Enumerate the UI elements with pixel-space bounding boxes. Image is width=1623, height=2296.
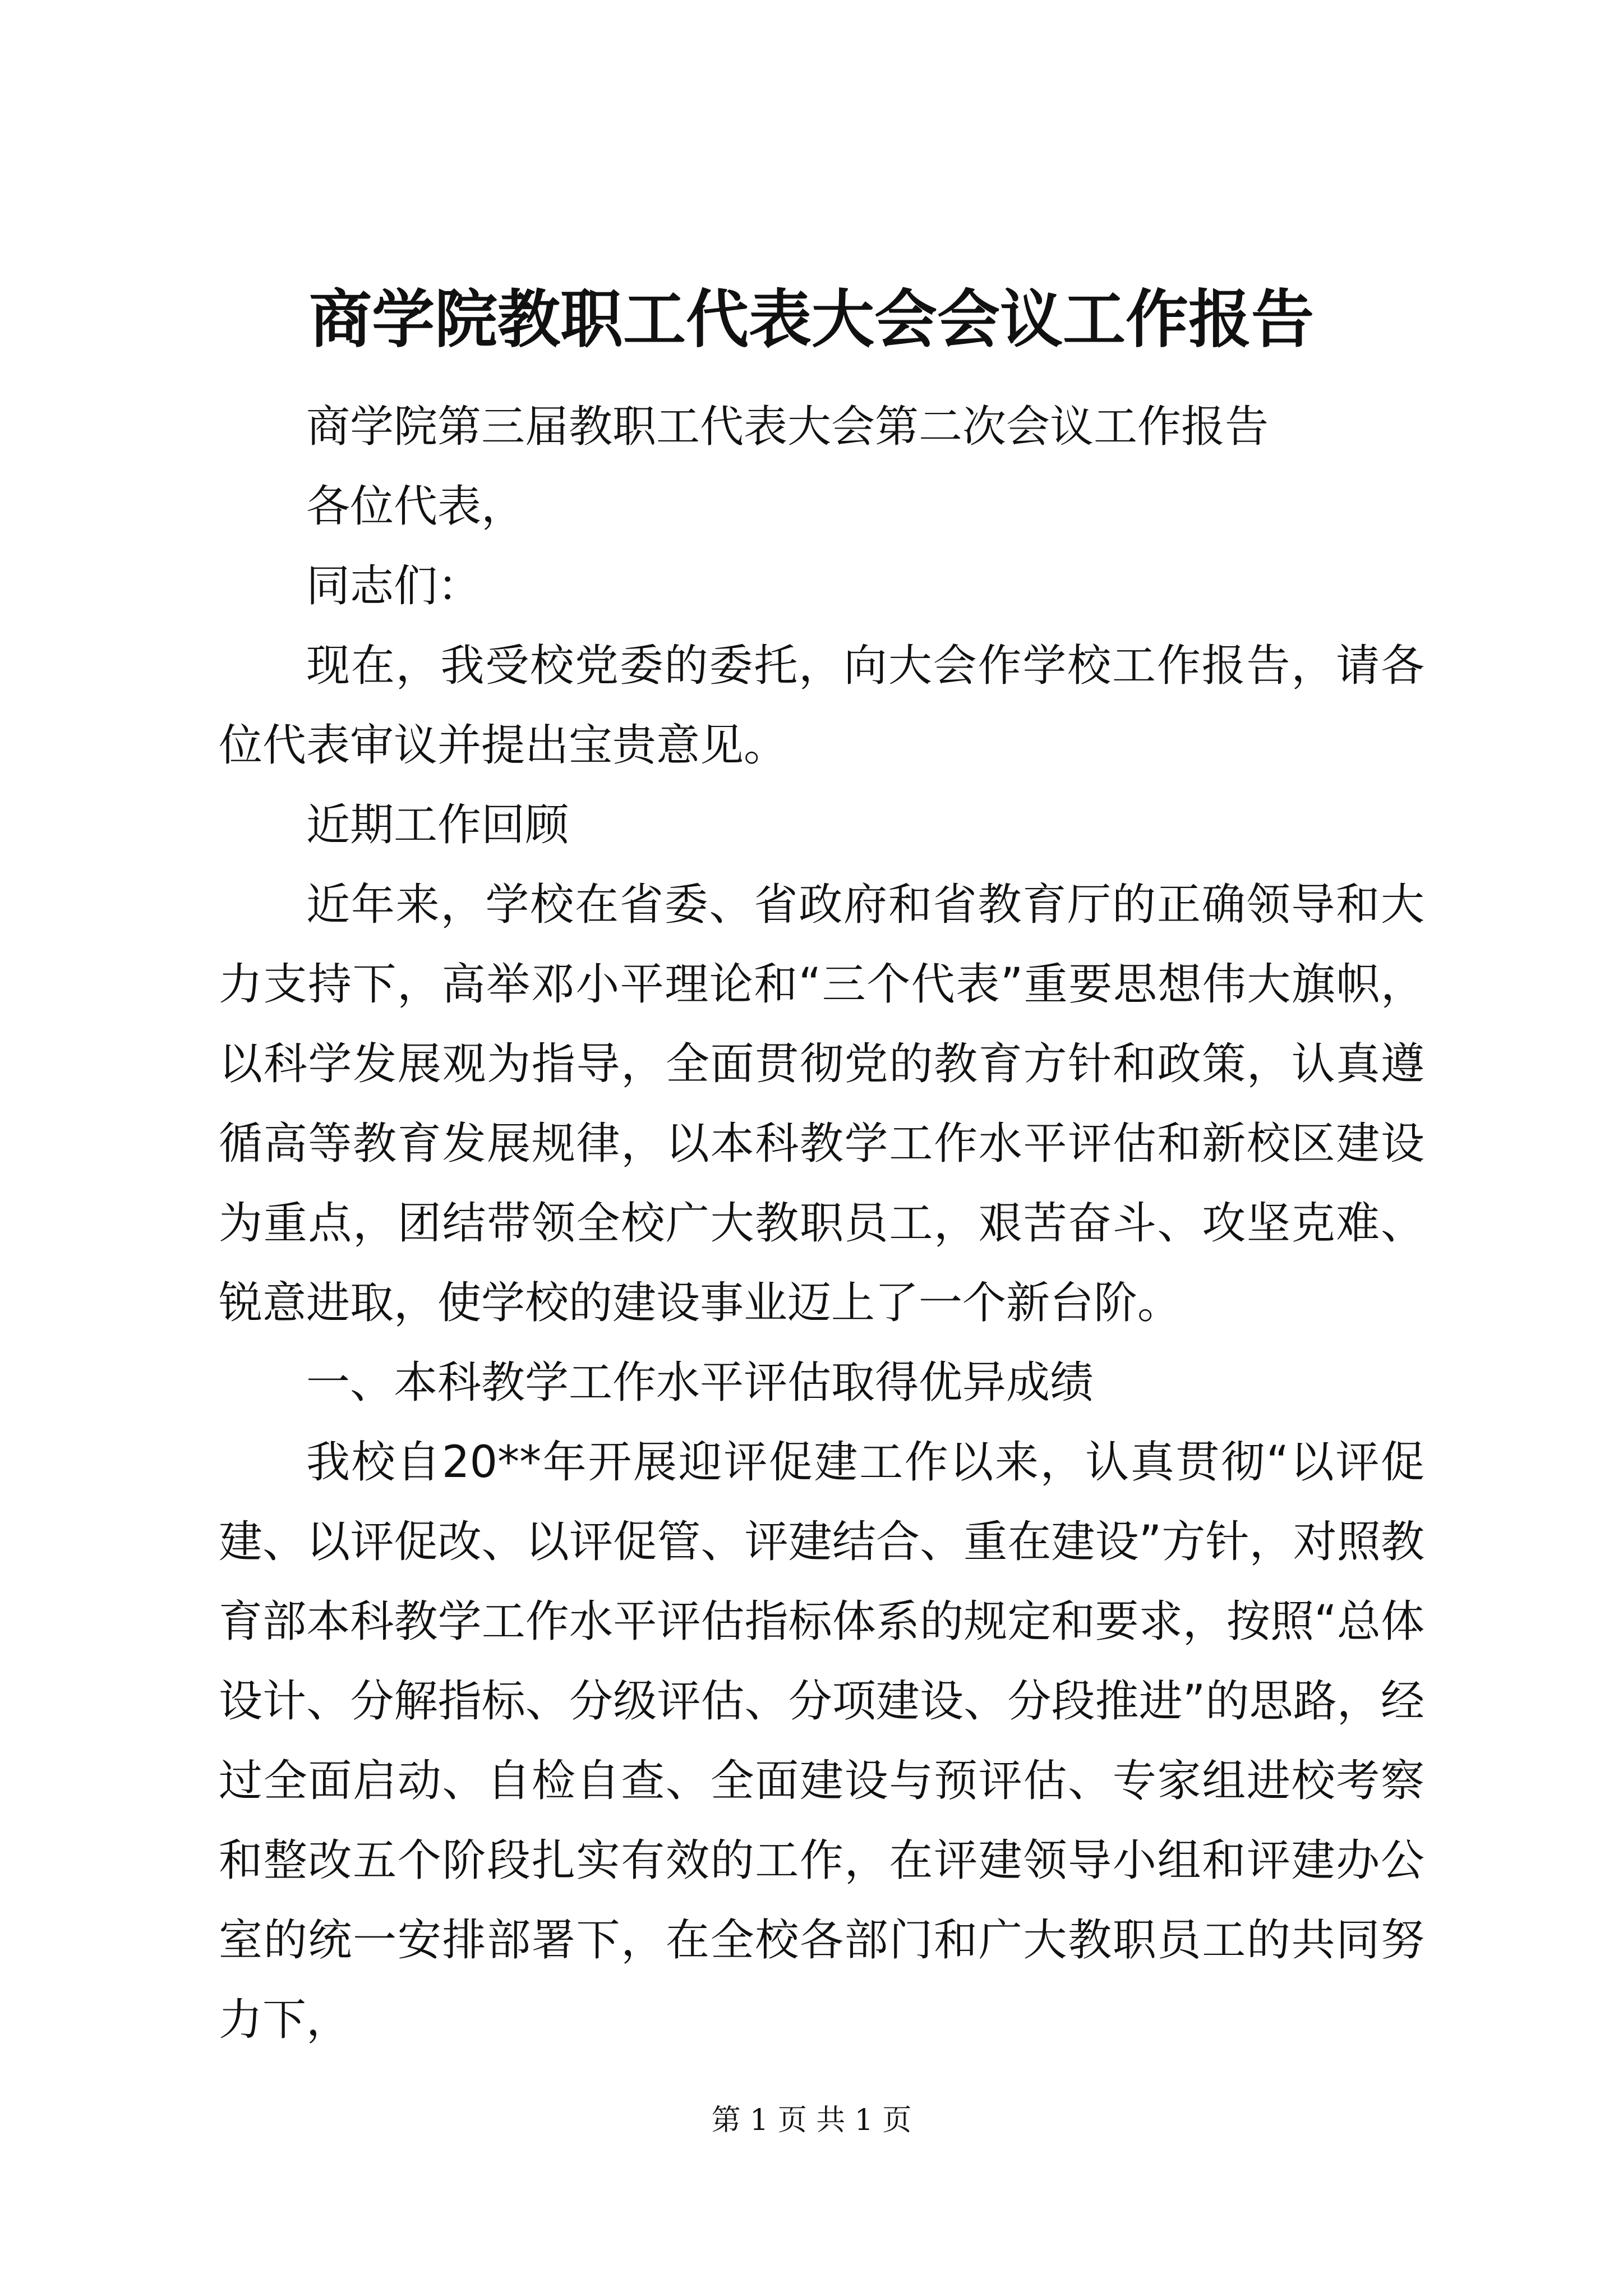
- paragraph-evaluation: 我校自20**年开展迎评促建工作以来，认真贯彻“以评促建、以评促改、以评促管、评建结合、重在建设”方针，对照教育部本科教学工作水平评估指标体系的规定和要求，按照“总体设计、分解指标、分级评估、分项建设、分段推进”的思路，经过全面启动、自检自查、全面建设与预评估、专家组进校考察和整改五个阶段扎实有效的工作，在评建领导小组和评建办公室的统一安排部署下，在全校各部门和广大教职员工的共同努力下，: [219, 1437, 1424, 2045]
- paragraph-section-heading: 近期工作回顾: [306, 800, 569, 850]
- paragraph-intro: 现在，我受校党委的委托，向大会作学校工作报告，请各位代表审议并提出宝贵意见。: [219, 641, 1424, 771]
- paragraph-salutation-1: 各位代表，: [306, 481, 525, 532]
- document-title: 商学院教职工代表大会会议工作报告: [309, 283, 1314, 356]
- paragraph-salutation-2: 同志们：: [306, 561, 482, 611]
- page-footer: 第 1 页 共 1 页: [711, 2104, 912, 2137]
- document-body: [219, 387, 1424, 2060]
- paragraph-subheading-1: 一、本科教学工作水平评估取得优异成绩: [306, 1358, 1094, 1408]
- paragraph-subtitle: 商学院第三届教职工代表大会第二次会议工作报告: [306, 402, 1269, 452]
- paragraph-review: 近年来，学校在省委、省政府和省教育厅的正确领导和大力支持下，高举邓小平理论和“三个代表”重要思想伟大旗帜，以科学发展观为指导，全面贯彻党的教育方针和政策，认真遵循高等教育发展规律，以本科教学工作水平评估和新校区建设为重点，团结带领全校广大教职员工，艰苦奋斗、攻坚克难、锐意进取，使学校的建设事业迈上了一个新台阶。: [219, 880, 1424, 1328]
